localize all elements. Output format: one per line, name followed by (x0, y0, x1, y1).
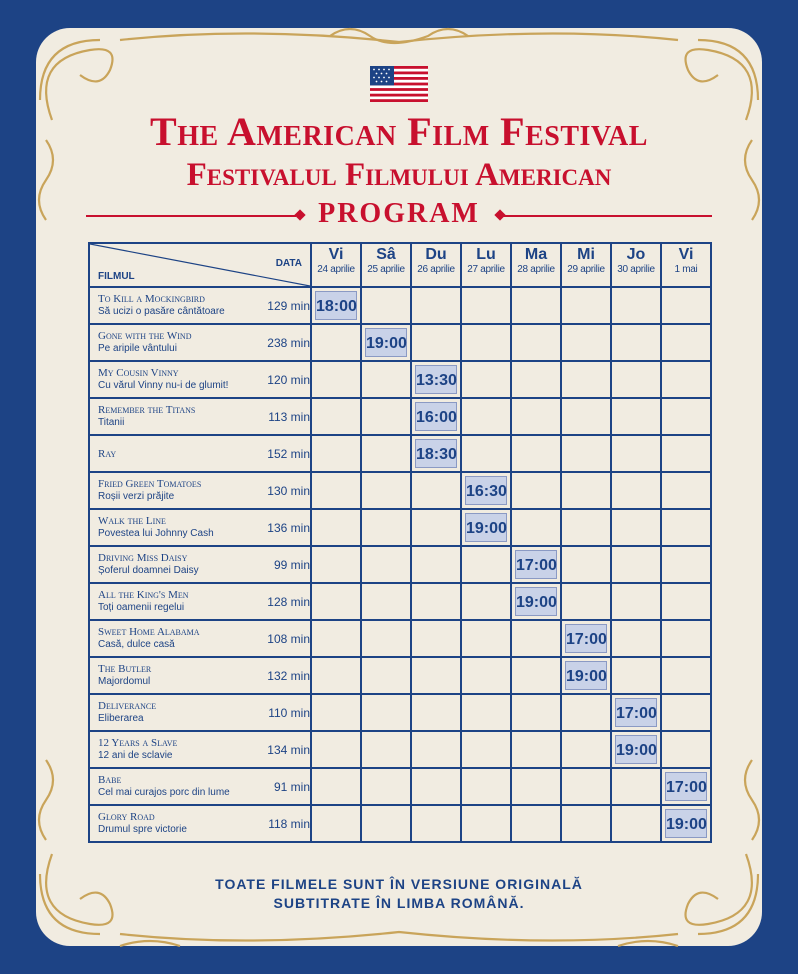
schedule-cell (361, 620, 411, 657)
film-row (89, 546, 711, 583)
film-duration: 128 min (263, 583, 311, 620)
film-title-cell (89, 620, 263, 657)
film-title-ro: Titanii (98, 417, 125, 428)
schedule-cell (611, 657, 661, 694)
film-row (89, 768, 711, 805)
schedule-cell (461, 657, 511, 694)
schedule-cell (361, 768, 411, 805)
schedule-cell (561, 472, 611, 509)
schedule-cell (611, 768, 661, 805)
film-title-cell (89, 361, 263, 398)
schedule-cell (561, 805, 611, 842)
screening-time: 19:00 (665, 809, 707, 838)
schedule-cell (411, 583, 461, 620)
schedule-cell (411, 768, 461, 805)
schedule-cell (461, 435, 511, 472)
schedule-cell (611, 324, 661, 361)
film-title-cell (89, 731, 263, 768)
screening-time: 17:00 (615, 698, 657, 727)
schedule-cell (511, 583, 561, 620)
day-name: Vi (328, 246, 344, 263)
film-title-ro: 12 ani de sclavie (98, 750, 173, 761)
schedule-cell (311, 657, 361, 694)
day-name: Ma (524, 246, 548, 263)
day-name: Lu (476, 246, 496, 263)
film-title-cell (89, 583, 263, 620)
film-title-en: Walk the Line (98, 515, 166, 527)
film-row (89, 731, 711, 768)
schedule-cell (511, 509, 561, 546)
day-date: 30 aprilie (617, 264, 655, 275)
film-title-en: Glory Road (98, 811, 155, 823)
film-title-cell (89, 324, 263, 361)
film-duration: 130 min (263, 472, 311, 509)
film-row (89, 398, 711, 435)
film-duration: 132 min (263, 657, 311, 694)
film-duration: 99 min (263, 546, 311, 583)
schedule-cell (311, 546, 361, 583)
schedule-cell (361, 731, 411, 768)
schedule-cell (561, 694, 611, 731)
schedule-cell (661, 694, 711, 731)
day-name: Mi (577, 246, 595, 263)
screening-time: 17:00 (565, 624, 607, 653)
schedule-cell (361, 546, 411, 583)
schedule-cell (411, 287, 461, 324)
schedule-cell (311, 509, 361, 546)
schedule-cell (461, 805, 511, 842)
film-column-label: FILMUL (98, 271, 135, 282)
schedule-cell (311, 472, 361, 509)
schedule-cell (511, 435, 561, 472)
schedule-cell (461, 620, 511, 657)
film-duration: 238 min (263, 324, 311, 361)
schedule-cell (361, 657, 411, 694)
schedule-cell (411, 361, 461, 398)
schedule-cell (511, 657, 561, 694)
film-title-en: Driving Miss Daisy (98, 552, 188, 564)
schedule-cell (511, 546, 561, 583)
film-title-ro: Toți oamenii regelui (98, 602, 185, 613)
film-title-en: To Kill a Mockingbird (98, 293, 205, 305)
film-title-en: The Butler (98, 663, 152, 675)
schedule-cell (461, 287, 511, 324)
film-row (89, 657, 711, 694)
schedule-cell (311, 398, 361, 435)
film-title-cell (89, 657, 263, 694)
schedule-cell (661, 768, 711, 805)
film-title-en: Fried Green Tomatoes (98, 478, 202, 490)
day-date: 29 aprilie (567, 264, 605, 275)
schedule-cell (311, 583, 361, 620)
schedule-cell (361, 694, 411, 731)
film-title-cell (89, 435, 263, 472)
film-title-cell (89, 805, 263, 842)
screening-time: 18:30 (415, 439, 457, 468)
schedule-table (88, 242, 712, 843)
day-name: Sâ (376, 246, 396, 263)
schedule-cell (511, 768, 561, 805)
screening-time: 19:00 (465, 513, 507, 542)
schedule-cell (461, 472, 511, 509)
day-name: Du (425, 246, 447, 263)
film-row (89, 435, 711, 472)
schedule-cell (511, 324, 561, 361)
day-header (361, 243, 411, 287)
screening-time: 18:00 (315, 291, 357, 320)
film-title-ro: Casă, dulce casă (98, 639, 175, 650)
day-date: 24 aprilie (317, 264, 355, 275)
film-title-en: 12 Years a Slave (98, 737, 178, 749)
film-row (89, 361, 711, 398)
day-header (411, 243, 461, 287)
film-row (89, 694, 711, 731)
schedule-cell (361, 361, 411, 398)
schedule-cell (511, 287, 561, 324)
screening-time: 16:00 (415, 402, 457, 431)
schedule-cell (661, 546, 711, 583)
schedule-cell (661, 509, 711, 546)
schedule-cell (461, 509, 511, 546)
schedule-cell (361, 472, 411, 509)
schedule-cell (561, 324, 611, 361)
film-row (89, 472, 711, 509)
film-title-en: Deliverance (98, 700, 157, 712)
schedule-cell (611, 398, 661, 435)
schedule-cell (461, 398, 511, 435)
screening-time: 17:00 (515, 550, 557, 579)
film-title-en: Ray (98, 448, 117, 460)
film-title-ro: Șoferul doamnei Daisy (98, 565, 199, 576)
film-row (89, 583, 711, 620)
schedule-cell (361, 398, 411, 435)
film-title-en: Babe (98, 774, 122, 786)
schedule-cell (361, 583, 411, 620)
schedule-cell (611, 805, 661, 842)
film-title-cell (89, 287, 263, 324)
film-title-cell (89, 546, 263, 583)
schedule-cell (411, 731, 461, 768)
day-header (511, 243, 561, 287)
festival-title-en: The American Film Festival (150, 109, 648, 154)
film-title-cell (89, 768, 263, 805)
schedule-cell (411, 435, 461, 472)
film-title-ro: Cu vărul Vinny nu-i de glumit! (98, 380, 229, 391)
schedule-cell (561, 398, 611, 435)
heading-rule-left (86, 215, 296, 217)
screening-time: 19:00 (365, 328, 407, 357)
schedule-cell (411, 324, 461, 361)
festival-title-ro: Festivalul Filmului American (186, 157, 612, 193)
film-duration: 152 min (263, 435, 311, 472)
schedule-cell (561, 583, 611, 620)
film-title-ro: Roșii verzi prăjite (98, 491, 175, 502)
schedule-cell (461, 583, 511, 620)
schedule-cell (461, 768, 511, 805)
schedule-cell (461, 324, 511, 361)
schedule-cell (661, 324, 711, 361)
schedule-cell (611, 361, 661, 398)
film-title-ro: Majordomul (98, 676, 151, 687)
film-title-ro: Cel mai curajos porc din lume (98, 787, 230, 798)
screening-time: 19:00 (615, 735, 657, 764)
film-row (89, 324, 711, 361)
schedule-cell (611, 472, 661, 509)
day-name: Vi (678, 246, 694, 263)
schedule-cell (661, 620, 711, 657)
screening-time: 19:00 (515, 587, 557, 616)
schedule-cell (311, 361, 361, 398)
footer-line-2: SUBTITRATE ÎN LIMBA ROMÂNĂ. (273, 895, 525, 911)
film-duration: 120 min (263, 361, 311, 398)
film-date-header (89, 243, 311, 287)
film-title-ro: Drumul spre victorie (98, 824, 187, 835)
schedule-cell (661, 287, 711, 324)
schedule-cell (511, 472, 561, 509)
schedule-cell (311, 287, 361, 324)
film-row (89, 805, 711, 842)
schedule-cell (561, 768, 611, 805)
schedule-cell (311, 768, 361, 805)
schedule-cell (361, 509, 411, 546)
schedule-cell (461, 694, 511, 731)
day-date: 26 aprilie (417, 264, 455, 275)
film-title-en: All the King's Men (98, 589, 189, 601)
schedule-cell (461, 731, 511, 768)
schedule-cell (311, 731, 361, 768)
schedule-cell (561, 361, 611, 398)
day-header (311, 243, 361, 287)
film-duration: 118 min (263, 805, 311, 842)
schedule-cell (461, 361, 511, 398)
film-duration: 110 min (263, 694, 311, 731)
schedule-cell (611, 435, 661, 472)
day-header (461, 243, 511, 287)
schedule-cell (411, 398, 461, 435)
usa-flag-icon (370, 66, 428, 102)
schedule-cell (611, 546, 661, 583)
schedule-cell (561, 657, 611, 694)
schedule-cell (411, 509, 461, 546)
schedule-cell (411, 472, 461, 509)
film-title-en: Sweet Home Alabama (98, 626, 200, 638)
schedule-cell (311, 324, 361, 361)
day-header (611, 243, 661, 287)
film-title-en: My Cousin Vinny (98, 367, 179, 379)
schedule-cell (661, 731, 711, 768)
schedule-cell (411, 694, 461, 731)
schedule-cell (611, 694, 661, 731)
schedule-cell (411, 546, 461, 583)
schedule-cell (511, 620, 561, 657)
schedule-cell (311, 805, 361, 842)
schedule-cell (361, 324, 411, 361)
schedule-cell (661, 398, 711, 435)
film-title-ro: Pe aripile vântului (98, 343, 177, 354)
schedule-cell (661, 435, 711, 472)
date-column-label: DATA (275, 258, 302, 269)
schedule-cell (411, 657, 461, 694)
film-title-ro: Să ucizi o pasăre cântătoare (98, 306, 225, 317)
film-title-cell (89, 694, 263, 731)
day-date: 1 mai (674, 264, 698, 275)
schedule-cell (561, 620, 611, 657)
schedule-cell (361, 287, 411, 324)
schedule-cell (611, 509, 661, 546)
footer-line-1: TOATE FILMELE SUNT ÎN VERSIUNE ORIGINALĂ (215, 876, 583, 892)
schedule-cell (561, 287, 611, 324)
film-duration: 108 min (263, 620, 311, 657)
schedule-cell (511, 398, 561, 435)
schedule-cell (311, 694, 361, 731)
schedule-cell (511, 361, 561, 398)
schedule-cell (311, 620, 361, 657)
day-date: 25 aprilie (367, 264, 405, 275)
screening-time: 17:00 (665, 772, 707, 801)
film-title-en: Remember the Titans (98, 404, 196, 416)
schedule-cell (511, 731, 561, 768)
schedule-cell (311, 435, 361, 472)
film-duration: 113 min (263, 398, 311, 435)
film-duration: 136 min (263, 509, 311, 546)
schedule-cell (561, 546, 611, 583)
schedule-body (89, 287, 711, 842)
schedule-cell (561, 509, 611, 546)
schedule-cell (561, 731, 611, 768)
day-date: 28 aprilie (517, 264, 555, 275)
day-name: Jo (626, 246, 646, 263)
film-title-ro: Povestea lui Johnny Cash (98, 528, 214, 539)
schedule-cell (361, 805, 411, 842)
schedule-cell (561, 435, 611, 472)
film-row (89, 620, 711, 657)
film-title-ro: Eliberarea (98, 713, 144, 724)
schedule-cell (661, 583, 711, 620)
schedule-cell (611, 287, 661, 324)
film-duration: 129 min (263, 287, 311, 324)
film-row (89, 287, 711, 324)
schedule-cell (661, 472, 711, 509)
film-title-cell (89, 509, 263, 546)
film-title-en: Gone with the Wind (98, 330, 192, 342)
day-date: 27 aprilie (467, 264, 505, 275)
program-heading: PROGRAM (318, 198, 480, 229)
day-header (561, 243, 611, 287)
schedule-cell (411, 805, 461, 842)
schedule-cell (511, 805, 561, 842)
schedule-cell (661, 657, 711, 694)
schedule-cell (661, 805, 711, 842)
film-row (89, 509, 711, 546)
schedule-cell (611, 620, 661, 657)
day-header (661, 243, 711, 287)
schedule-header-row (89, 243, 711, 287)
schedule-cell (361, 435, 411, 472)
heading-rule-right (500, 215, 712, 217)
schedule-cell (611, 731, 661, 768)
schedule-cell (461, 546, 511, 583)
schedule-cell (411, 620, 461, 657)
screening-time: 19:00 (565, 661, 607, 690)
film-duration: 91 min (263, 768, 311, 805)
screening-time: 13:30 (415, 365, 457, 394)
film-title-cell (89, 398, 263, 435)
screening-time: 16:30 (465, 476, 507, 505)
schedule-cell (661, 361, 711, 398)
schedule-cell (611, 583, 661, 620)
schedule-cell (511, 694, 561, 731)
film-duration: 134 min (263, 731, 311, 768)
film-title-cell (89, 472, 263, 509)
